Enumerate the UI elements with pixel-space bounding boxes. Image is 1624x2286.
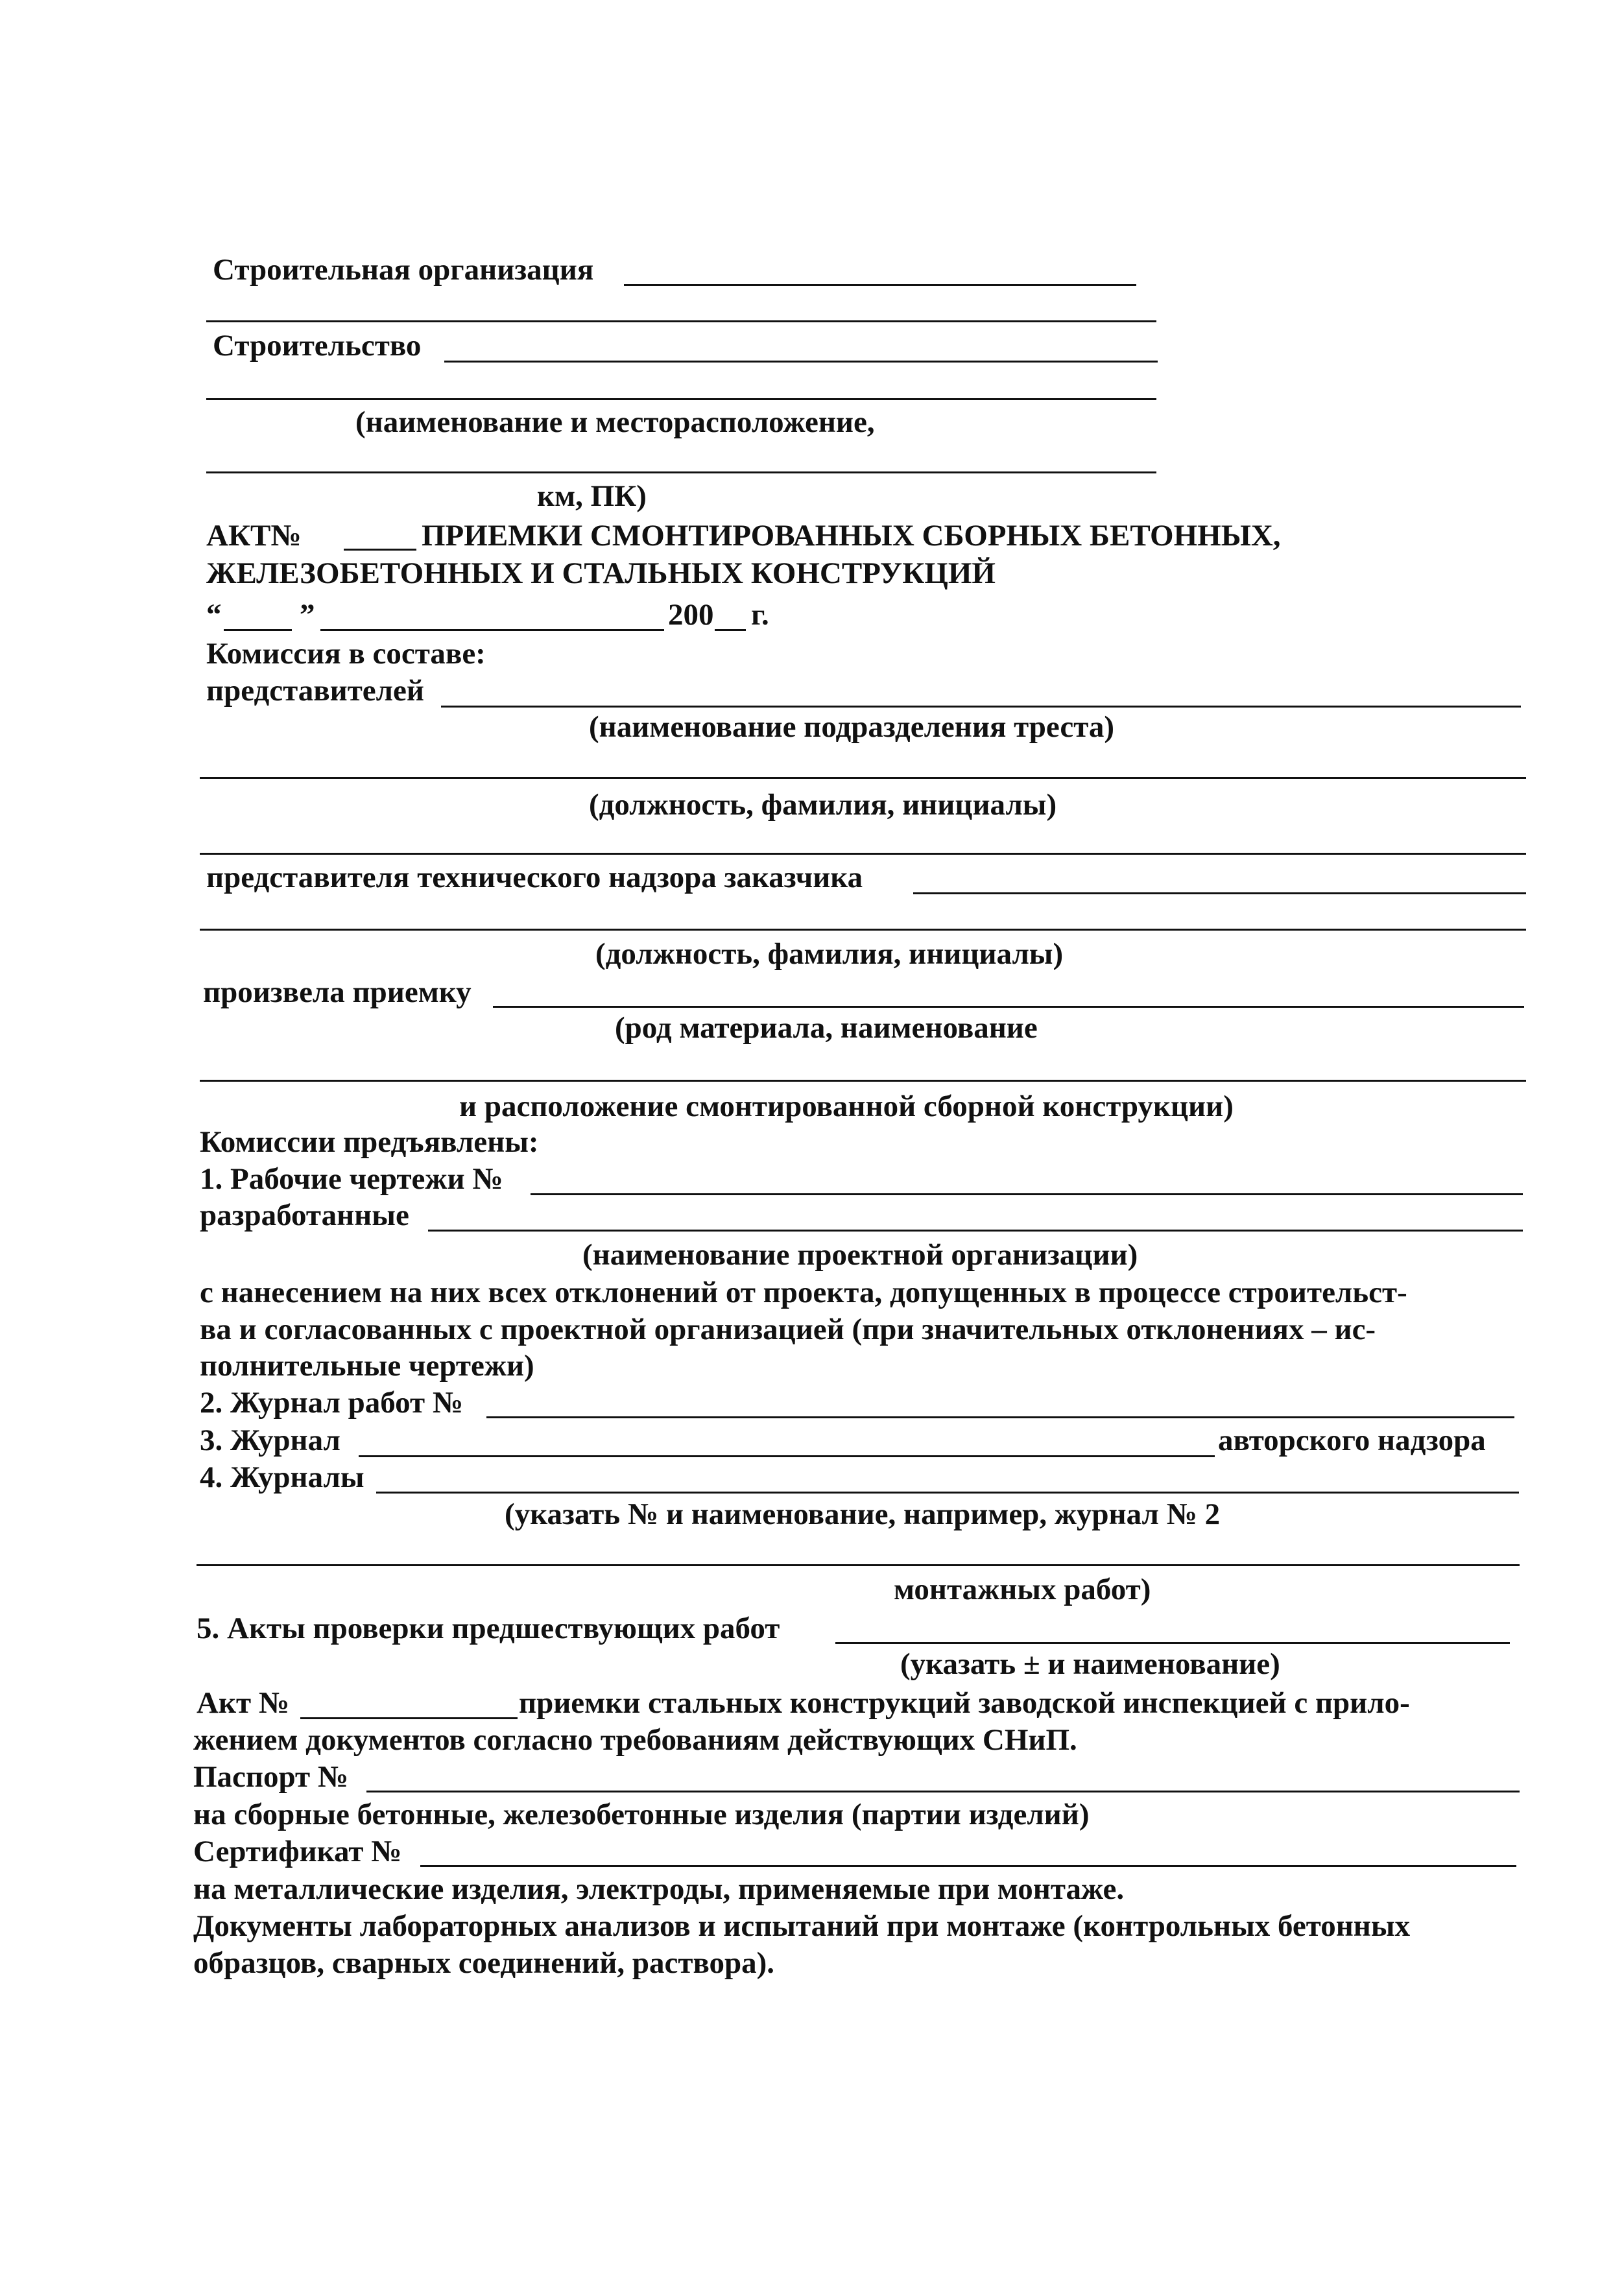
km-pk-hint: км, ПК) bbox=[537, 479, 647, 513]
performed-acceptance-field[interactable] bbox=[493, 1006, 1524, 1008]
supervision-journal-field[interactable] bbox=[359, 1455, 1215, 1457]
work-journal-field[interactable] bbox=[486, 1416, 1514, 1418]
trust-unit-hint: (наименование подразделения треста) bbox=[589, 710, 1115, 744]
date-year-suffix: г. bbox=[751, 598, 769, 632]
deviation-text-3: полнительные чертежи) bbox=[200, 1349, 534, 1383]
design-org-hint: (наименование проектной организации) bbox=[582, 1238, 1138, 1272]
trust-unit-field[interactable] bbox=[200, 777, 1526, 779]
representatives-label: представителей bbox=[206, 674, 424, 708]
act-no-text-2: жением документов согласно требованиям действующих СНиП. bbox=[193, 1723, 1077, 1757]
journal-hint-1: (указать № и наименование, например, журнал № 2 bbox=[505, 1497, 1221, 1531]
deviation-text-2: ва и согласованных с проектной организацией (при значительных отклонениях – ис- bbox=[200, 1313, 1376, 1346]
date-month-field[interactable] bbox=[320, 629, 664, 631]
item3-label: 3. Журнал bbox=[200, 1423, 340, 1457]
item5-label: 5. Акты проверки предшествующих работ bbox=[197, 1612, 780, 1645]
act-number-field[interactable] bbox=[344, 549, 416, 551]
date-year: 200 bbox=[668, 598, 714, 632]
passport-field[interactable] bbox=[366, 1791, 1520, 1792]
commission-label: Комиссия в составе: bbox=[206, 637, 486, 671]
org-label: Строительная организация bbox=[213, 253, 594, 287]
developed-label: разработанные bbox=[200, 1198, 409, 1232]
position-name-hint-2: (должность, фамилия, инициалы) bbox=[595, 937, 1064, 971]
date-year-field[interactable] bbox=[715, 629, 746, 631]
name-location-hint: (наименование и месторасположение, bbox=[355, 405, 875, 439]
construction-field[interactable] bbox=[444, 361, 1158, 363]
item5-hint: (указать ± и наименование) bbox=[900, 1647, 1280, 1681]
lab-docs-text-1: Документы лабораторных анализов и испытаний при монтаже (контрольных бетонных bbox=[193, 1909, 1411, 1943]
material-hint: (род материала, наименование bbox=[615, 1011, 1038, 1045]
lab-docs-text-2: образцов, сварных соединений, раствора). bbox=[193, 1946, 775, 1980]
position-name-hint-1: (должность, фамилия, инициалы) bbox=[589, 788, 1057, 822]
material-field[interactable] bbox=[200, 1080, 1526, 1082]
construction-label: Строительство bbox=[213, 329, 422, 363]
item4-label: 4. Журналы bbox=[200, 1460, 364, 1494]
location-hint: и расположение смонтированной сборной конструкции) bbox=[459, 1089, 1234, 1123]
date-open-quote: “ bbox=[206, 598, 222, 632]
tech-supervision-field-continuation[interactable] bbox=[200, 929, 1526, 931]
journals-field[interactable] bbox=[376, 1492, 1519, 1494]
act-no-field[interactable] bbox=[300, 1717, 518, 1719]
previous-works-field[interactable] bbox=[835, 1642, 1510, 1644]
construction-field-continuation[interactable] bbox=[206, 398, 1156, 400]
tech-supervision-label: представителя технического надзора заказчика bbox=[206, 861, 863, 894]
journals-field-continuation[interactable] bbox=[197, 1564, 1520, 1566]
org-field-continuation[interactable] bbox=[206, 320, 1156, 322]
certificate-text: на металлические изделия, электроды, применяемые при монтаже. bbox=[193, 1872, 1125, 1906]
developed-field[interactable] bbox=[428, 1230, 1523, 1232]
item3-suffix: авторского надзора bbox=[1218, 1423, 1486, 1457]
representatives-field[interactable] bbox=[441, 706, 1521, 708]
act-no-text-1: приемки стальных конструкций заводской инспекцией с прило- bbox=[519, 1686, 1410, 1720]
presented-label: Комиссии предъявлены: bbox=[200, 1125, 539, 1159]
date-day-field[interactable] bbox=[224, 629, 292, 631]
act-prefix: АКТ№ bbox=[206, 519, 302, 553]
act-title-line1: ПРИЕМКИ СМОНТИРОВАННЫХ СБОРНЫХ БЕТОННЫХ, bbox=[422, 519, 1281, 553]
position-name-field-1[interactable] bbox=[200, 853, 1526, 855]
journal-hint-2: монтажных работ) bbox=[894, 1573, 1151, 1606]
org-field[interactable] bbox=[624, 284, 1136, 286]
location-field[interactable] bbox=[206, 471, 1156, 473]
certificate-label: Сертификат № bbox=[193, 1835, 402, 1868]
passport-label: Паспорт № bbox=[193, 1760, 349, 1794]
item2-label: 2. Журнал работ № bbox=[200, 1386, 464, 1420]
performed-acceptance-label: произвела приемку bbox=[203, 975, 472, 1009]
item1-label: 1. Рабочие чертежи № bbox=[200, 1162, 503, 1196]
act-no-label: Акт № bbox=[197, 1686, 290, 1720]
drawings-number-field[interactable] bbox=[531, 1193, 1523, 1195]
certificate-field[interactable] bbox=[420, 1865, 1516, 1867]
passport-text: на сборные бетонные, железобетонные изделия (партии изделий) bbox=[193, 1798, 1090, 1831]
deviation-text-1: с нанесением на них всех отклонений от проекта, допущенных в процессе строительст- bbox=[200, 1276, 1407, 1309]
act-title-line2: ЖЕЛЕЗОБЕТОННЫХ И СТАЛЬНЫХ КОНСТРУКЦИЙ bbox=[206, 556, 996, 590]
date-close-quote: ” bbox=[300, 598, 315, 632]
tech-supervision-field[interactable] bbox=[913, 892, 1526, 894]
